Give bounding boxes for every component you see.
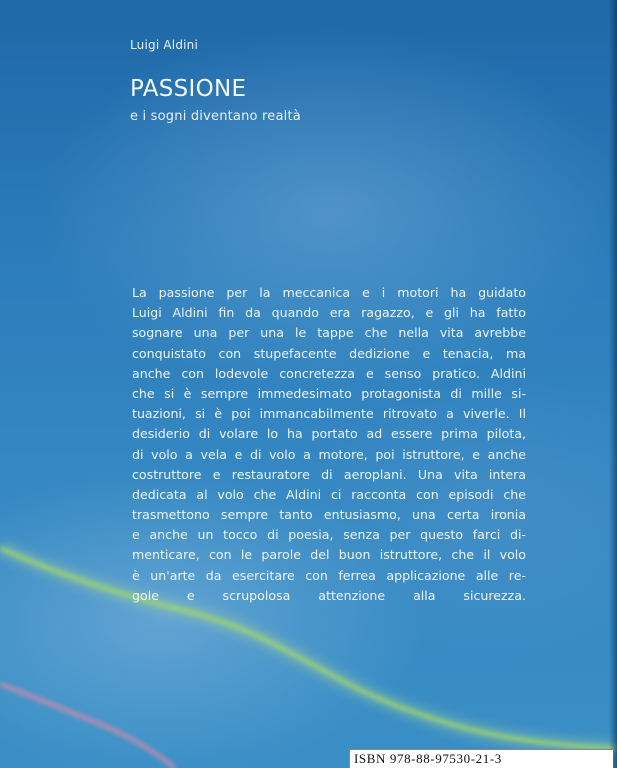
- isbn-number: ISBN 978-88-97530-21-3: [354, 751, 502, 766]
- blurb-line: tuazioni, si è poi immancabilmente ritrovato a viverle. Il: [132, 406, 526, 422]
- blurb-line: di volo a vela e di volo a motore, poi istruttore, e anche: [132, 446, 526, 462]
- blurb-line-last: gole e scrupolosa attenzione alla sicurezza.: [132, 587, 526, 603]
- isbn-label: [349, 749, 613, 768]
- blurb-line: La passione per la meccanica e i motori ha guidato: [132, 285, 526, 300]
- blurb-line: desiderio di volare lo ha portato ad essere prima pilota,: [132, 426, 526, 442]
- blurb-paragraph: [132, 283, 526, 606]
- blurb-line: che si è sempre immedesimato protagonista di mille si-: [132, 385, 526, 401]
- blurb-line: sognare una per una le tappe che nella vita avrebbe: [132, 325, 526, 341]
- blurb-line: conquistato con stupefacente dedizione e tenacia, ma: [132, 345, 526, 361]
- blurb-line: anche con lodevole concretezza e senso pratico. Aldini: [132, 365, 526, 381]
- book-subtitle: e i sogni diventano realtà: [130, 109, 301, 124]
- blurb-line: è un'arte da esercitare con ferrea applicazione alle re-: [132, 567, 526, 583]
- blurb-line: dedicata al volo che Aldini ci racconta con episodi che: [132, 486, 526, 502]
- blurb-line: trasmettono sempre tanto entusiasmo, una certa ironia: [132, 507, 526, 523]
- blurb-line: costruttore e restauratore di aeroplani. Una vita intera: [132, 466, 526, 482]
- author-name: Luigi Aldini: [130, 38, 199, 52]
- blurb-line: menticare, con le parole del buon istruttore, che il volo: [132, 547, 526, 563]
- cover-edge-shadow: [609, 0, 617, 768]
- book-title: PASSIONE: [130, 76, 247, 102]
- blurb-line: Luigi Aldini fin da quando era ragazzo, e gli ha fatto: [132, 305, 526, 321]
- blurb-line: e anche un tocco di poesia, senza per questo farci di-: [132, 527, 526, 543]
- pink-smoke-trail: [0, 684, 175, 768]
